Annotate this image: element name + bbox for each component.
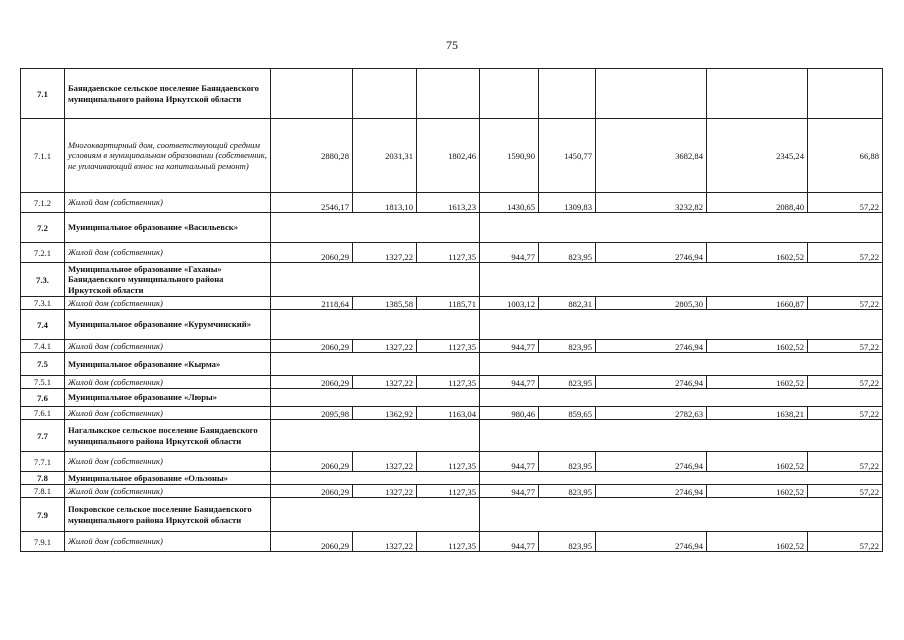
value-cell: 823,95 <box>539 485 596 498</box>
row-code: 7.1.2 <box>21 193 65 213</box>
value-cell: 823,95 <box>539 532 596 552</box>
value-cell: 1127,35 <box>417 532 480 552</box>
value-cell: 1327,22 <box>353 485 417 498</box>
value-cell: 1327,22 <box>353 532 417 552</box>
value-cell: 1660,87 <box>707 297 808 310</box>
table-row <box>21 119 883 193</box>
value-cell: 2095,98 <box>271 407 353 420</box>
section-row <box>21 213 883 243</box>
row-code: 7.2 <box>21 213 65 243</box>
value-cell: 66,88 <box>808 119 883 193</box>
section-title: Муниципальное образование «Люры» <box>65 389 271 407</box>
value-cell: 1163,04 <box>417 407 480 420</box>
section-row <box>21 310 883 340</box>
section-row <box>21 389 883 407</box>
value-cell: 2746,94 <box>596 243 707 263</box>
value-cell: 1127,35 <box>417 485 480 498</box>
value-cell: 3682,84 <box>596 119 707 193</box>
empty-cell <box>480 389 883 407</box>
value-cell: 1385,58 <box>353 297 417 310</box>
value-cell: 1613,23 <box>417 193 480 213</box>
tariff-table <box>20 68 883 552</box>
table-row <box>21 452 883 472</box>
section-row <box>21 263 883 297</box>
value-cell: 2880,28 <box>271 119 353 193</box>
section-title: Покровское сельское поселение Баяндаевского муниципального района Иркутской области <box>65 498 271 532</box>
empty-cell <box>480 353 883 376</box>
table-row <box>21 193 883 213</box>
value-cell: 2746,94 <box>596 532 707 552</box>
value-cell: 2060,29 <box>271 243 353 263</box>
row-code: 7.6 <box>21 389 65 407</box>
value-cell: 2088,40 <box>707 193 808 213</box>
value-cell: 1309,83 <box>539 193 596 213</box>
empty-cell <box>271 69 353 119</box>
value-cell: 2060,29 <box>271 340 353 353</box>
section-title: Муниципальное образование «Кырма» <box>65 353 271 376</box>
value-cell: 1127,35 <box>417 452 480 472</box>
value-cell: 944,77 <box>480 485 539 498</box>
value-cell: 1327,22 <box>353 452 417 472</box>
value-cell: 57,22 <box>808 407 883 420</box>
section-title: Муниципальное образование «Курумчинский» <box>65 310 271 340</box>
empty-cell <box>271 420 480 452</box>
value-cell: 1813,10 <box>353 193 417 213</box>
empty-cell <box>353 69 417 119</box>
row-code: 7.9.1 <box>21 532 65 552</box>
section-title: Баяндаевское сельское поселение Баяндаевского муниципального района Иркутской области <box>65 69 271 119</box>
table-row <box>21 407 883 420</box>
section-row <box>21 420 883 452</box>
value-cell: 1802,46 <box>417 119 480 193</box>
value-cell: 1127,35 <box>417 340 480 353</box>
empty-cell <box>271 389 480 407</box>
value-cell: 2060,29 <box>271 532 353 552</box>
value-cell: 1127,35 <box>417 376 480 389</box>
table-row <box>21 376 883 389</box>
row-description: Жилой дом (собственник) <box>65 193 271 213</box>
empty-cell <box>271 310 480 340</box>
value-cell: 1450,77 <box>539 119 596 193</box>
value-cell: 980,46 <box>480 407 539 420</box>
row-code: 7.2.1 <box>21 243 65 263</box>
table-row <box>21 485 883 498</box>
empty-cell <box>271 353 480 376</box>
row-code: 7.1.1 <box>21 119 65 193</box>
page-number: 75 <box>446 38 458 52</box>
row-code: 7.4 <box>21 310 65 340</box>
value-cell: 2782,63 <box>596 407 707 420</box>
section-row <box>21 498 883 532</box>
row-description: Жилой дом (собственник) <box>65 532 271 552</box>
value-cell: 859,65 <box>539 407 596 420</box>
row-description: Жилой дом (собственник) <box>65 297 271 310</box>
row-code: 7.8 <box>21 472 65 485</box>
empty-cell <box>271 472 480 485</box>
value-cell: 2546,17 <box>271 193 353 213</box>
value-cell: 2060,29 <box>271 485 353 498</box>
row-code: 7.7.1 <box>21 452 65 472</box>
row-description: Жилой дом (собственник) <box>65 376 271 389</box>
section-row <box>21 472 883 485</box>
value-cell: 823,95 <box>539 376 596 389</box>
row-code: 7.9 <box>21 498 65 532</box>
empty-cell <box>539 69 596 119</box>
value-cell: 57,22 <box>808 297 883 310</box>
row-code: 7.8.1 <box>21 485 65 498</box>
row-code: 7.3. <box>21 263 65 297</box>
value-cell: 2746,94 <box>596 452 707 472</box>
empty-cell <box>480 69 539 119</box>
row-code: 7.1 <box>21 69 65 119</box>
value-cell: 2031,31 <box>353 119 417 193</box>
value-cell: 57,22 <box>808 193 883 213</box>
value-cell: 3232,82 <box>596 193 707 213</box>
row-description: Жилой дом (собственник) <box>65 485 271 498</box>
value-cell: 57,22 <box>808 376 883 389</box>
value-cell: 57,22 <box>808 243 883 263</box>
section-title: Муниципальное образование «Гаханы» Баяндаевского муниципального района Иркутской области <box>65 263 271 297</box>
value-cell: 1602,52 <box>707 376 808 389</box>
value-cell: 2060,29 <box>271 452 353 472</box>
value-cell: 2746,94 <box>596 485 707 498</box>
section-row <box>21 69 883 119</box>
value-cell: 823,95 <box>539 340 596 353</box>
value-cell: 1327,22 <box>353 243 417 263</box>
value-cell: 57,22 <box>808 532 883 552</box>
empty-cell <box>707 69 808 119</box>
value-cell: 2118,64 <box>271 297 353 310</box>
row-description: Жилой дом (собственник) <box>65 452 271 472</box>
value-cell: 944,77 <box>480 376 539 389</box>
value-cell: 1602,52 <box>707 340 808 353</box>
row-code: 7.6.1 <box>21 407 65 420</box>
section-row <box>21 353 883 376</box>
value-cell: 2345,24 <box>707 119 808 193</box>
row-description: Жилой дом (собственник) <box>65 340 271 353</box>
value-cell: 944,77 <box>480 532 539 552</box>
value-cell: 1362,92 <box>353 407 417 420</box>
value-cell: 882,31 <box>539 297 596 310</box>
value-cell: 2746,94 <box>596 340 707 353</box>
row-code: 7.5.1 <box>21 376 65 389</box>
value-cell: 1127,35 <box>417 243 480 263</box>
empty-cell <box>271 213 480 243</box>
value-cell: 1602,52 <box>707 452 808 472</box>
empty-cell <box>480 213 883 243</box>
empty-cell <box>480 498 883 532</box>
value-cell: 1430,65 <box>480 193 539 213</box>
empty-cell <box>480 310 883 340</box>
table-row <box>21 532 883 552</box>
value-cell: 1003,12 <box>480 297 539 310</box>
row-description: Многоквартирный дом, соответствующий средним условиям в муниципальном образовании (собственник, не уплачивающий взнос на капитальный ремонт) <box>65 119 271 193</box>
empty-cell <box>480 420 883 452</box>
value-cell: 944,77 <box>480 452 539 472</box>
row-description: Жилой дом (собственник) <box>65 243 271 263</box>
table-row <box>21 243 883 263</box>
empty-cell <box>480 472 883 485</box>
empty-cell <box>480 263 883 297</box>
value-cell: 2060,29 <box>271 376 353 389</box>
value-cell: 2746,94 <box>596 376 707 389</box>
table-row <box>21 340 883 353</box>
empty-cell <box>417 69 480 119</box>
row-code: 7.5 <box>21 353 65 376</box>
value-cell: 1638,21 <box>707 407 808 420</box>
row-code: 7.3.1 <box>21 297 65 310</box>
value-cell: 57,22 <box>808 485 883 498</box>
table-body <box>21 69 883 552</box>
empty-cell <box>271 498 480 532</box>
value-cell: 823,95 <box>539 243 596 263</box>
table-row <box>21 297 883 310</box>
value-cell: 1185,71 <box>417 297 480 310</box>
value-cell: 1602,52 <box>707 243 808 263</box>
section-title: Муниципальное образование «Ользоны» <box>65 472 271 485</box>
empty-cell <box>596 69 707 119</box>
value-cell: 1327,22 <box>353 376 417 389</box>
section-title: Муниципальное образование «Васильевск» <box>65 213 271 243</box>
empty-cell <box>808 69 883 119</box>
row-description: Жилой дом (собственник) <box>65 407 271 420</box>
value-cell: 1327,22 <box>353 340 417 353</box>
value-cell: 944,77 <box>480 340 539 353</box>
row-code: 7.4.1 <box>21 340 65 353</box>
value-cell: 57,22 <box>808 452 883 472</box>
section-title: Нагалыкское сельское поселение Баяндаевского муниципального района Иркутской области <box>65 420 271 452</box>
value-cell: 1602,52 <box>707 532 808 552</box>
value-cell: 944,77 <box>480 243 539 263</box>
value-cell: 57,22 <box>808 340 883 353</box>
value-cell: 1590,90 <box>480 119 539 193</box>
value-cell: 1602,52 <box>707 485 808 498</box>
empty-cell <box>271 263 480 297</box>
value-cell: 2805,30 <box>596 297 707 310</box>
value-cell: 823,95 <box>539 452 596 472</box>
row-code: 7.7 <box>21 420 65 452</box>
